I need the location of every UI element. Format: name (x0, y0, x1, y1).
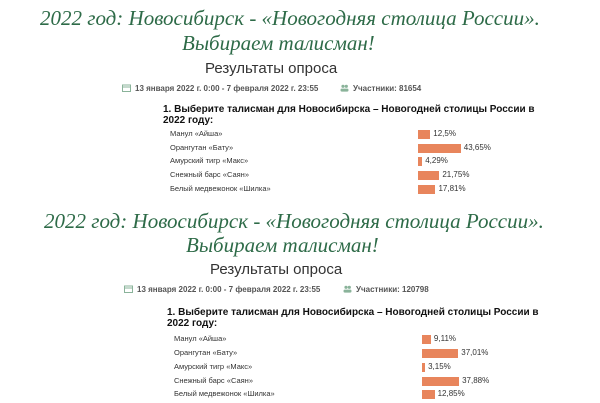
results-title: Результаты опроса (210, 261, 343, 278)
option-label-polar-bear: Белый медвежонок «Шилка» (174, 389, 275, 398)
poll-question: 1. Выберите талисман для Новосибирска – Новогодней столицы России в 2022 году: (167, 307, 539, 329)
option-bar-snow-leopard (422, 377, 459, 386)
option-bar-manul (418, 130, 430, 139)
option-percent-snow-leopard: 37,88% (462, 376, 490, 385)
option-bar-polar-bear (418, 185, 435, 194)
option-label-polar-bear: Белый медвежонок «Шилка» (170, 184, 271, 193)
option-label-snow-leopard: Снежный барс «Саян» (170, 170, 249, 179)
headline-line-1: 2022 год: Новосибирск - «Новогодняя столица России». (40, 6, 540, 30)
poll-question: 1. Выберите талисман для Новосибирска – Новогодней столицы России в 2022 году: (163, 104, 535, 126)
option-bar-orangutan (418, 144, 461, 153)
option-label-manul: Манул «Айша» (170, 129, 223, 138)
option-percent-polar-bear: 12,85% (437, 389, 465, 398)
option-percent-orangutan: 43,65% (463, 143, 491, 152)
poll-dates-text: 13 января 2022 г. 0:00 - 7 февраля 2022 г. 23:55 (135, 84, 319, 93)
option-bar-snow-leopard (418, 171, 439, 180)
option-bar-polar-bear (422, 390, 435, 399)
poll-dates (122, 84, 318, 93)
poll-dates-text: 13 января 2022 г. 0:00 - 7 февраля 2022 г. 23:55 (137, 285, 321, 294)
headline-line-2: Выбираем талисман! (186, 233, 379, 257)
option-percent-manul: 12,5% (433, 129, 456, 138)
results-title: Результаты опроса (205, 60, 338, 77)
participants-icon (340, 84, 349, 92)
option-percent-tiger: 3,15% (428, 362, 451, 371)
participants-icon (343, 285, 352, 293)
option-bar-manul (422, 335, 431, 344)
option-label-snow-leopard: Снежный барс «Саян» (174, 376, 253, 385)
option-percent-snow-leopard: 21,75% (442, 170, 470, 179)
option-percent-polar-bear: 17,81% (438, 184, 466, 193)
calendar-icon (124, 285, 133, 293)
option-bar-tiger (422, 363, 425, 372)
poll-dates (124, 285, 320, 294)
option-percent-tiger: 4,29% (425, 156, 448, 165)
option-label-tiger: Амурский тигр «Макс» (174, 362, 253, 371)
poll-panel-2 (0, 203, 600, 403)
poll-participants (343, 285, 429, 294)
option-label-manul: Манул «Айша» (174, 334, 227, 343)
poll-participants-text: Участники: 120798 (356, 285, 429, 294)
option-label-tiger: Амурский тигр «Макс» (170, 156, 249, 165)
option-percent-manul: 9,11% (433, 334, 457, 343)
option-label-orangutan: Орангутан «Бату» (174, 348, 238, 357)
poll-panel-1 (0, 0, 600, 200)
poll-participants-text: Участники: 81654 (353, 84, 422, 93)
calendar-icon (122, 84, 131, 92)
headline-line-2: Выбираем талисман! (182, 31, 375, 55)
option-percent-orangutan: 37,01% (461, 348, 489, 357)
option-bar-tiger (418, 157, 422, 166)
option-label-orangutan: Орангутан «Бату» (170, 143, 234, 152)
poll-participants (340, 84, 421, 93)
headline-line-1: 2022 год: Новосибирск - «Новогодняя столица России». (44, 209, 544, 233)
option-bar-orangutan (422, 349, 458, 358)
